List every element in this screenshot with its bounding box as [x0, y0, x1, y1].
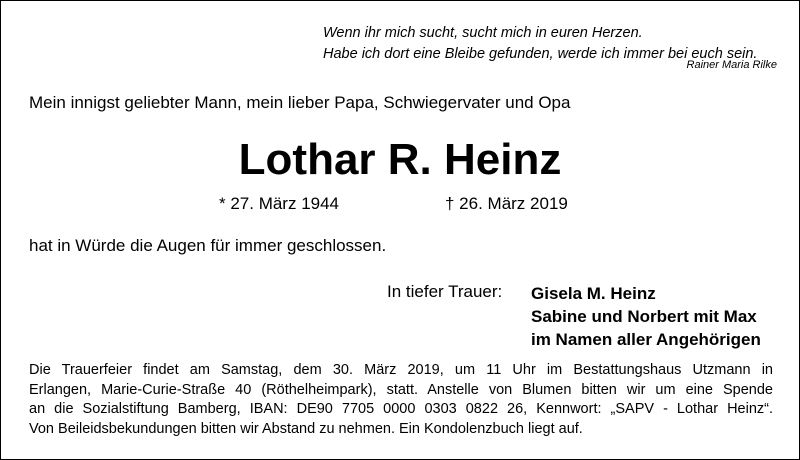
intro-text: Mein innigst geliebter Mann, mein lieber Papa, Schwiegervater und Opa — [29, 93, 571, 112]
mourner-name: Sabine und Norbert mit Max — [531, 307, 757, 326]
funeral-line: Die Trauerfeier findet am Samstag, dem 30. März 2019, um 11 Uhr im Bestattungshaus Utzmann in — [29, 362, 773, 378]
mourner-name: Gisela M. Heinz — [531, 284, 656, 303]
quote-author: Rainer Maria Rilke — [686, 59, 777, 71]
mourner-name: im Namen aller Angehörigen — [531, 330, 761, 349]
birth-date: * 27. März 1944 — [219, 194, 340, 213]
funeral-line: Erlangen, Marie-Curie-Straße 40 (Röthelheimpark), statt. Anstelle von Blumen bitten wir um eine Spende — [29, 381, 773, 398]
mourners-list — [531, 282, 761, 351]
funeral-info — [29, 361, 773, 439]
mourning-label: In tiefer Trauer: — [387, 282, 503, 301]
funeral-line: an die Sozialstiftung Bamberg, IBAN: DE90 7705 0000 0303 0822 26, Kennwort: „SAPV - Lothar Heinz“. — [29, 401, 773, 417]
death-date: † 26. März 2019 — [445, 194, 568, 213]
quote-line: Habe ich dort eine Bleibe gefunden, werde ich immer bei euch sein. — [323, 46, 758, 62]
closing-text: hat in Würde die Augen für immer geschlossen. — [29, 236, 387, 255]
deceased-name: Lothar R. Heinz — [238, 135, 562, 184]
funeral-line: Von Beileidsbekundungen bitten wir Abstand zu nehmen. Ein Kondolenzbuch liegt auf. — [29, 420, 583, 437]
quote-line: Wenn ihr mich sucht, sucht mich in euren Herzen. — [323, 25, 643, 41]
